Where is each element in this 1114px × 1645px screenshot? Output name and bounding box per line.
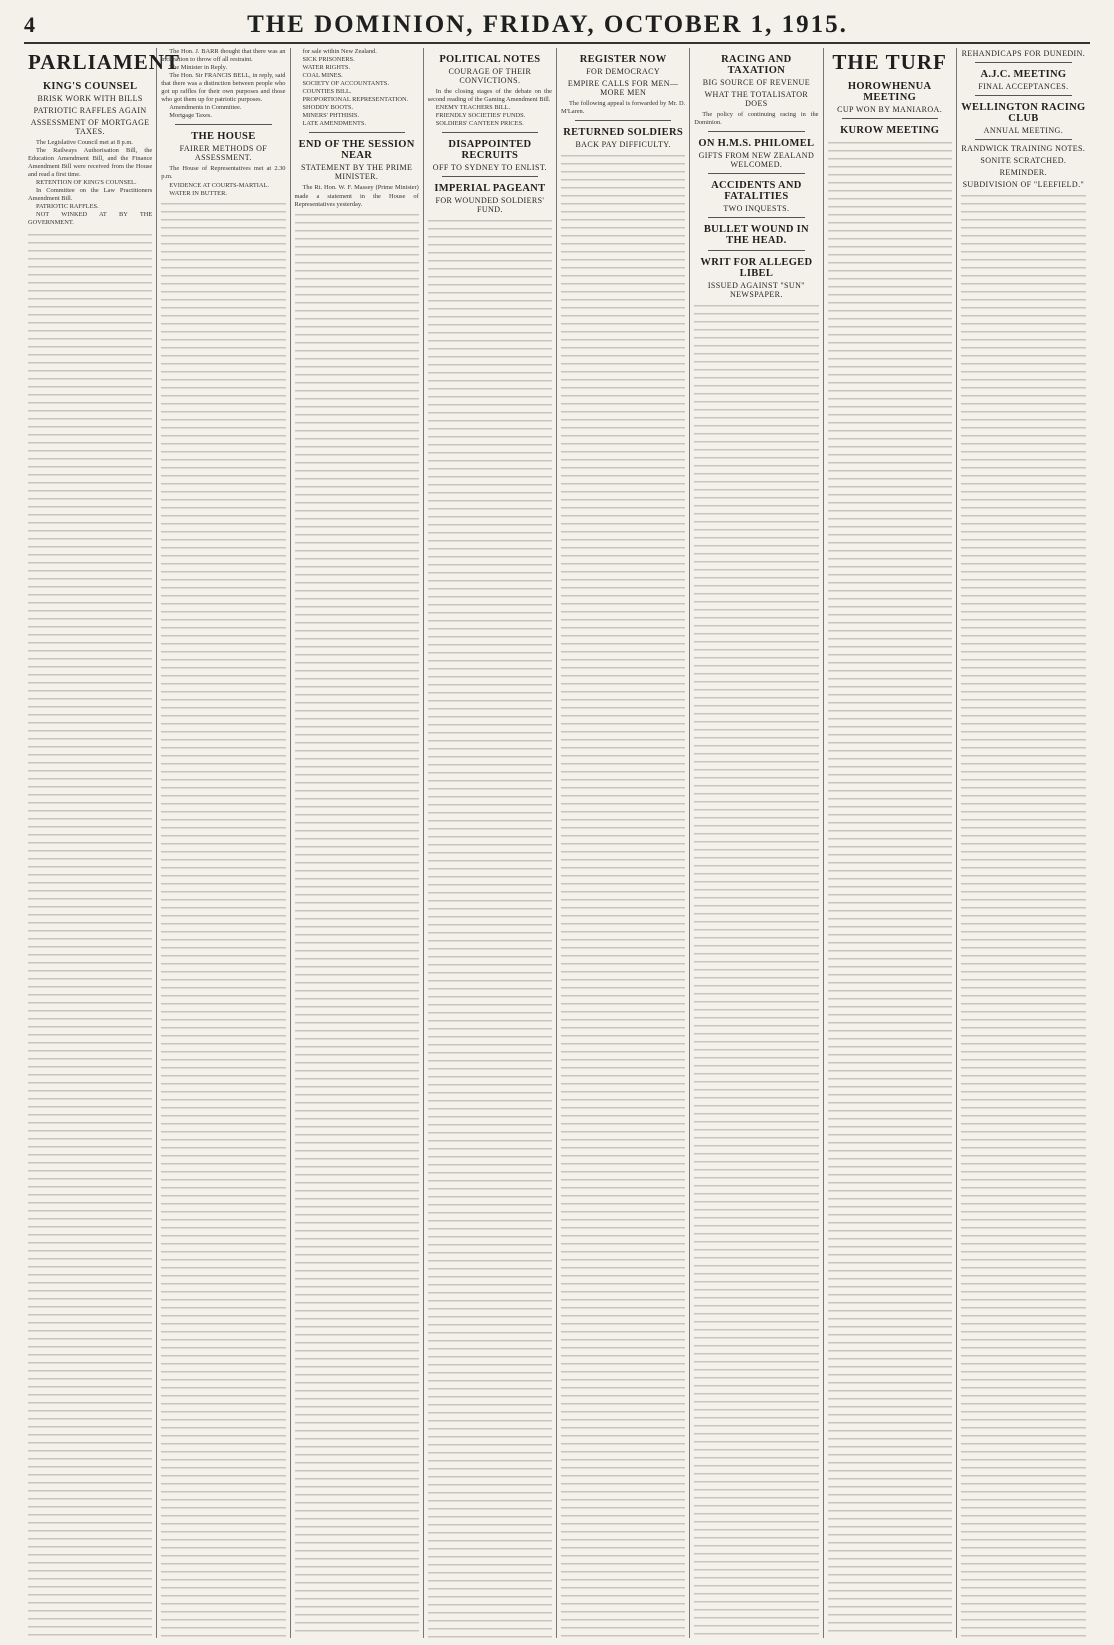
subheading: PATRIOTIC RAFFLES AGAIN xyxy=(33,106,147,115)
text-lines-filler xyxy=(694,305,818,1638)
masthead xyxy=(24,8,1090,44)
page-number: 4 xyxy=(24,12,35,37)
headline: ON H.M.S. PHILOMEL xyxy=(698,138,815,150)
section-divider xyxy=(975,62,1072,63)
paragraph: EVIDENCE AT COURTS-MARTIAL. xyxy=(169,181,270,189)
columns xyxy=(24,48,1090,1638)
paragraph: MINERS' PHTHISIS. xyxy=(302,112,360,120)
subheading: ISSUED AGAINST "SUN" NEWSPAPER. xyxy=(707,281,805,300)
headline: RETURNED SOLDIERS xyxy=(563,127,683,139)
column-2 xyxy=(157,48,290,1638)
paragraph: SHODDY BOOTS. xyxy=(302,104,354,112)
article-body xyxy=(694,111,818,127)
section-masthead: THE TURF xyxy=(832,50,947,74)
subheading: RANDWICK TRAINING NOTES. xyxy=(961,144,1086,153)
paragraph: ENEMY TEACHERS BILL. xyxy=(435,104,511,112)
article-body xyxy=(295,48,419,128)
headline: ACCIDENTS AND FATALITIES xyxy=(711,180,802,203)
paragraph: RETENTION OF KING'S COUNSEL. xyxy=(36,179,137,187)
section-divider xyxy=(975,139,1072,140)
paragraph: The Railways Authorisation Bill, the Education Amendment Bill, and the Finance Amendment Bill were received from the House and read a first time. xyxy=(28,147,153,179)
subheading: FAIRER METHODS OF ASSESSMENT. xyxy=(179,144,268,163)
paragraph: In Committee on the Law Practitioners Amendment Bill. xyxy=(28,187,153,203)
paragraph: The Rt. Hon. W. F. Massey (Prime Minister) made a statement in the House of Representatives yesterday. xyxy=(294,184,419,208)
paragraph: The Legislative Council met at 8 p.m. xyxy=(36,139,133,146)
column-7 xyxy=(824,48,957,1638)
subheading: EMPIRE CALLS FOR MEN—MORE MEN xyxy=(567,79,679,97)
article-body xyxy=(28,139,152,228)
text-lines-filler xyxy=(28,234,152,1638)
subheading: BACK PAY DIFFICULTY. xyxy=(575,140,671,150)
paragraph: SOCIETY OF ACCOUNTANTS. xyxy=(302,80,389,88)
paragraph: PROPORTIONAL REPRESENTATION. xyxy=(302,96,409,104)
section-divider xyxy=(175,124,271,125)
column-8 xyxy=(957,48,1090,1638)
section-divider xyxy=(842,118,938,119)
article-body xyxy=(295,184,419,208)
headline: A.J.C. MEETING xyxy=(980,69,1067,80)
headline: KUROW MEETING xyxy=(840,125,940,136)
text-lines-filler xyxy=(161,203,285,1638)
headline: WRIT FOR ALLEGED LIBEL xyxy=(700,257,813,280)
paragraph: NOT WINKED AT BY THE GOVERNMENT. xyxy=(28,211,153,227)
paragraph: The Minister in Reply. xyxy=(169,64,228,72)
paragraph: SOLDIERS' CANTEEN PRICES. xyxy=(435,120,524,128)
paragraph: Amendments in Committee. xyxy=(169,104,242,112)
text-lines-filler xyxy=(561,155,685,1638)
paragraph: COUNTIES BILL. xyxy=(302,88,352,96)
section-divider xyxy=(708,173,804,174)
headline: BULLET WOUND IN THE HEAD. xyxy=(703,224,809,247)
paragraph: for sale within New Zealand. xyxy=(302,48,377,55)
headline: WELLINGTON RACING CLUB xyxy=(961,102,1086,124)
section-masthead: PARLIAMENT xyxy=(28,50,180,74)
subheading: GIFTS FROM NEW ZEALAND WELCOMED. xyxy=(698,151,815,170)
subheading: SUBDIVISION OF "LEEFIELD." xyxy=(962,180,1085,189)
subheading: FOR WOUNDED SOLDIERS' FUND. xyxy=(435,196,545,215)
headline: HOROWHENUA MEETING xyxy=(847,81,932,103)
subheading: SONITE SCRATCHED. xyxy=(980,156,1067,165)
subheading: STATEMENT BY THE PRIME MINISTER. xyxy=(300,163,413,182)
subheading: COURAGE OF THEIR CONVICTIONS. xyxy=(448,67,532,85)
headline: END OF THE SESSION NEAR xyxy=(298,139,415,162)
column-3 xyxy=(291,48,424,1638)
paragraph: COAL MINES. xyxy=(302,72,343,80)
subheading: OFF TO SYDNEY TO ENLIST. xyxy=(432,163,547,173)
section-divider xyxy=(442,176,538,177)
text-lines-filler xyxy=(428,220,552,1638)
paragraph: LATE AMENDMENTS. xyxy=(302,120,367,128)
column-4 xyxy=(424,48,557,1638)
subheading: CUP WON BY MANIAROA. xyxy=(837,105,943,114)
column-5 xyxy=(557,48,690,1638)
paragraph: Mortgage Taxes. xyxy=(169,112,212,120)
section-divider xyxy=(708,250,804,251)
paragraph: The House of Representatives met at 2.30 p.m. xyxy=(161,165,286,181)
headline: POLITICAL NOTES xyxy=(439,54,541,65)
article-body xyxy=(428,88,552,128)
section-divider xyxy=(708,131,804,132)
paragraph: WATER RIGHTS. xyxy=(302,64,351,72)
subheading: ANNUAL MEETING. xyxy=(983,126,1064,135)
article-body xyxy=(161,165,285,197)
subheading: BRISK WORK WITH BILLS xyxy=(37,94,143,103)
subheading: WHAT THE TOTALISATOR DOES xyxy=(704,90,809,108)
section-divider xyxy=(708,217,804,218)
article-body xyxy=(561,100,685,116)
column-1 xyxy=(24,48,180,1638)
text-lines-filler xyxy=(828,142,952,1638)
paragraph: WATER IN BUTTER. xyxy=(169,189,227,197)
subheading: TWO INQUESTS. xyxy=(723,204,790,214)
subheading: REHANDICAPS FOR DUNEDIN. xyxy=(961,49,1086,58)
paragraph: The Hon. J. BARR thought that there was an inclination to throw off all restraint. xyxy=(161,48,286,64)
paragraph: The Hon. Sir FRANCIS BELL, in reply, said that there was a distinction between people who got up raffles for their own purposes and those who got them up for patriotic purposes. xyxy=(161,72,286,104)
paragraph: PATRIOTIC RAFFLES. xyxy=(36,203,99,211)
section-divider xyxy=(575,120,671,121)
section-divider xyxy=(442,132,538,133)
text-lines-filler xyxy=(961,195,1086,1638)
paragraph: FRIENDLY SOCIETIES' FUNDS. xyxy=(435,112,526,120)
section-divider xyxy=(309,132,405,133)
paragraph: The following appeal is forwarded by Mr. D. M'Laren. xyxy=(561,100,686,116)
paragraph: The policy of continuing racing in the Dominion. xyxy=(694,111,819,127)
headline: RACING AND TAXATION xyxy=(721,54,792,76)
newspaper-title: THE DOMINION, FRIDAY, OCTOBER 1, 1915. xyxy=(247,11,848,38)
subheading: BIG SOURCE OF REVENUE xyxy=(702,78,811,87)
headline: REGISTER NOW xyxy=(579,54,667,65)
text-lines-filler xyxy=(295,214,419,1638)
paragraph: SICK PRISONERS. xyxy=(302,56,355,64)
article-body xyxy=(161,48,285,120)
headline: KING'S COUNSEL xyxy=(42,81,138,92)
headline: IMPERIAL PAGEANT xyxy=(434,183,546,195)
subheading: FINAL ACCEPTANCES. xyxy=(978,82,1069,91)
subheading: FOR DEMOCRACY xyxy=(586,67,661,76)
headline: DISAPPOINTED RECRUITS xyxy=(448,139,532,162)
section-divider xyxy=(975,95,1072,96)
headline: THE HOUSE xyxy=(191,131,256,143)
paragraph: In the closing stages of the debate on the second reading of the Gaming Amendment Bill. xyxy=(427,88,552,104)
subheading: REMINDER. xyxy=(999,168,1048,177)
subheading: ASSESSMENT OF MORTGAGE TAXES. xyxy=(30,118,150,136)
column-6 xyxy=(690,48,823,1638)
